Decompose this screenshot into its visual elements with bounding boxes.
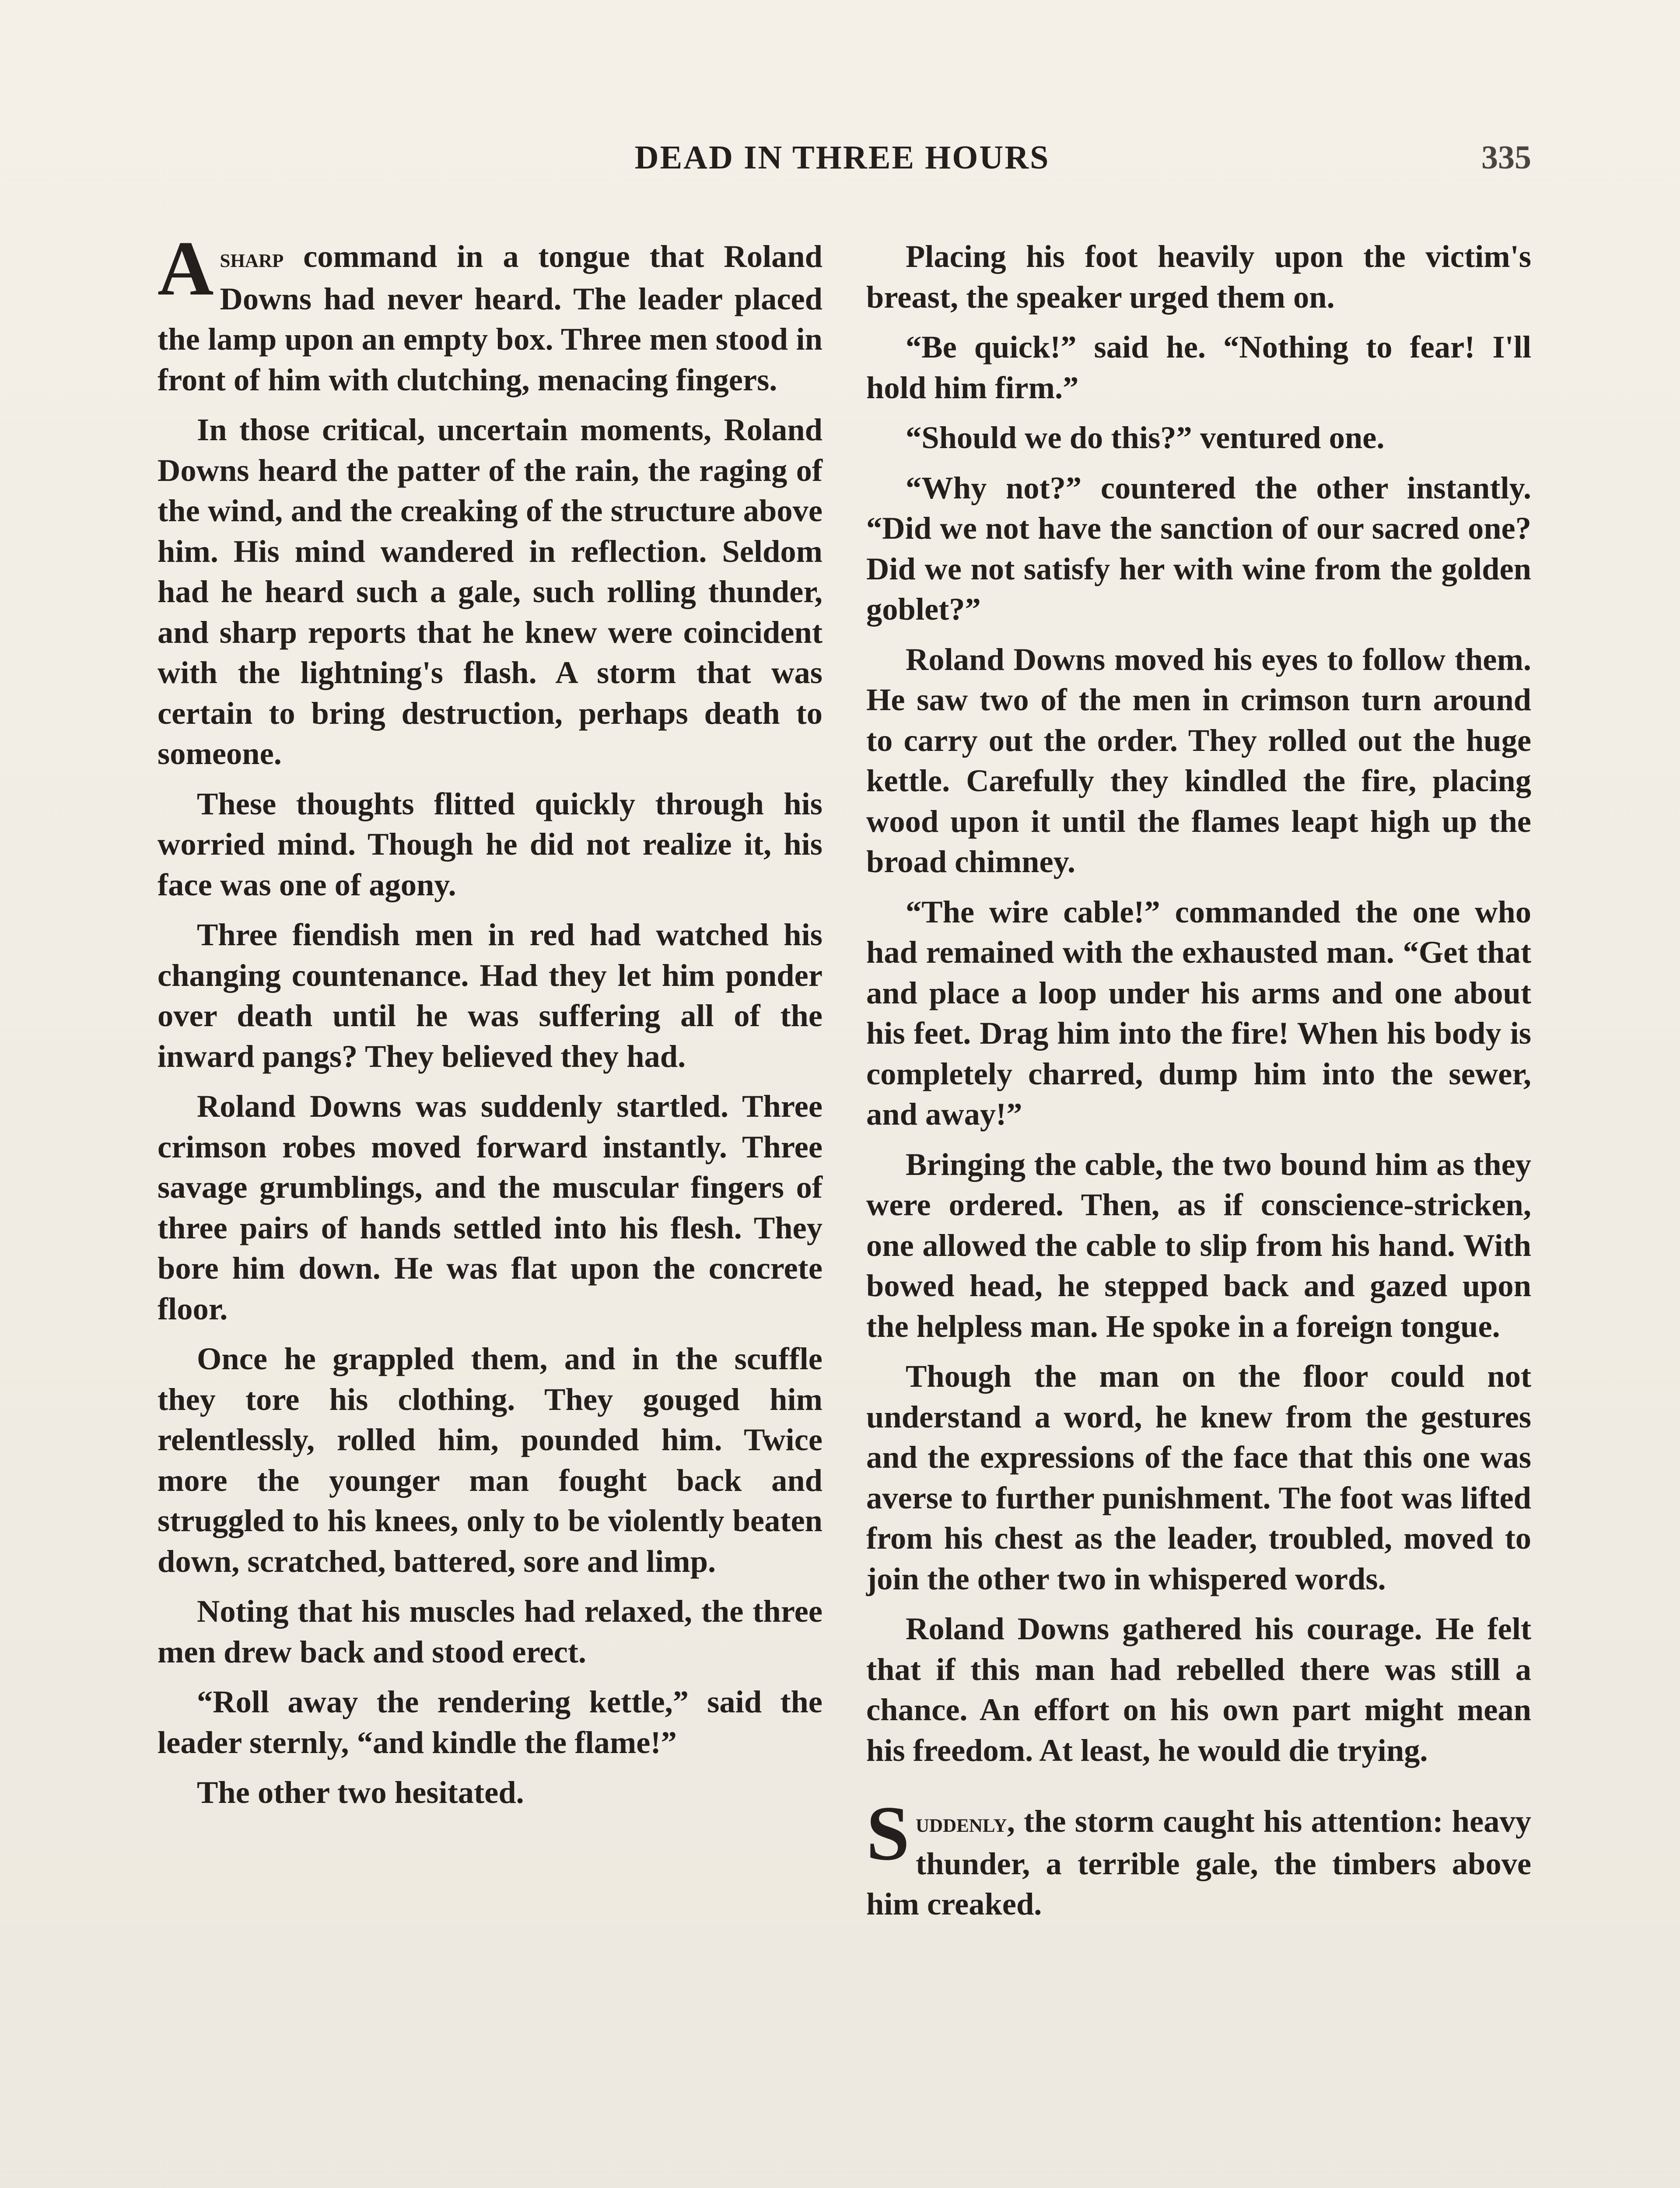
right-column (866, 236, 1531, 1934)
paragraph: Placing his foot heavily upon the victim's breast, the speaker urged them on. (866, 238, 1531, 315)
lead-in-small-caps: sharp (220, 243, 284, 273)
paragraph: Three fiendish men in red had watched his changing countenance. Had they let him ponder over death until he was suffering all of the inward pangs? They believed they had. (158, 917, 822, 1074)
paragraph (158, 225, 822, 400)
paragraph: These thoughts flitted quickly through his worried mind. Though he did not realize it, his face was one of agony. (158, 785, 822, 902)
paragraph: “Should we do this?” ventured one. (906, 420, 1385, 455)
running-head: DEAD IN THREE HOURS (634, 139, 1050, 176)
paragraph: Roland Downs gathered his courage. He felt that if this man had rebelled there was still a chance. An effort on his own part might mean his freedom. At least, he would die trying. (866, 1611, 1531, 1768)
paragraph: Noting that his muscles had relaxed, the three men drew back and stood erect. (158, 1593, 822, 1669)
left-column (158, 225, 822, 1823)
paragraph: Roland Downs moved his eyes to follow them. He saw two of the men in crimson turn around to carry out the order. They rolled out the huge kettle. Carefully they kindled the fire, placing wood upon it until the flames leapt high up the broad chimney. (866, 641, 1531, 879)
paragraph: “Why not?” countered the other instantly. “Did we not have the sanction of our sacred one? Did we not satisfy her with wine from the golden goblet?” (866, 470, 1531, 627)
paragraph: In those critical, uncertain moments, Roland Downs heard the patter of the rain, the raging of the wind, and the creaking of the structure above him. His mind wandered in reflection. Seldom had he heard such a gale, such rolling thunder, and sharp reports that he knew were coincident with the lightning's flash. A storm that was certain to bring destruction, perhaps death to someone. (158, 412, 822, 771)
paragraph: Bringing the cable, the two bound him as they were ordered. Then, as if conscience-stricken, one allowed the cable to slip from his hand. With bowed head, he stepped back and gazed upon the helpless man. He spoke in a foreign tongue. (866, 1146, 1531, 1344)
paragraph: Roland Downs was suddenly startled. Three crimson robes moved forward instantly. Three savage grumblings, and the muscular fingers of three pairs of hands settled into his flesh. They bore him down. He was flat upon the concrete floor. (158, 1088, 822, 1326)
drop-cap: S (866, 1790, 910, 1876)
paragraph: The other two hesitated. (197, 1774, 524, 1810)
page-number: 335 (1481, 139, 1531, 176)
paragraph: “Be quick!” said he. “Nothing to fear! I'll hold him firm.” (866, 329, 1531, 405)
paragraph-text: , the storm caught his attention: heavy thunder, a terrible gale, the timbers above him creaked. (866, 1803, 1531, 1922)
paragraph-text: command in a tongue that Roland Downs had never heard. The leader placed the lamp upon an empty box. Three men stood in front of him with clutching, menacing fingers. (158, 238, 822, 397)
paragraph: “Roll away the rendering kettle,” said the leader sternly, “and kindle the flame!” (158, 1684, 822, 1760)
page-header (153, 131, 1531, 193)
lead-in-small-caps: uddenly (916, 1808, 1007, 1838)
paragraph: Once he grappled them, and in the scuffle they tore his clothing. They gouged him relentlessly, rolled him, pounded him. Twice more the younger man fought back and struggled to his knees, only to be violently beaten down, scratched, battered, sore and limp. (158, 1341, 822, 1579)
paragraph (866, 1790, 1531, 1925)
paragraph: Though the man on the floor could not understand a word, he knew from the gestures and the expressions of the face that this one was averse to further punishment. The foot was lifted from his chest as the leader, troubled, moved to join the other two in whispered words. (866, 1358, 1531, 1596)
drop-cap: A (158, 225, 214, 312)
paragraph: “The wire cable!” commanded the one who had remained with the exhausted man. “Get that and place a loop under his arms and one about his feet. Drag him into the fire! When his body is completely charred, dump him into the sewer, and away!” (866, 894, 1531, 1132)
